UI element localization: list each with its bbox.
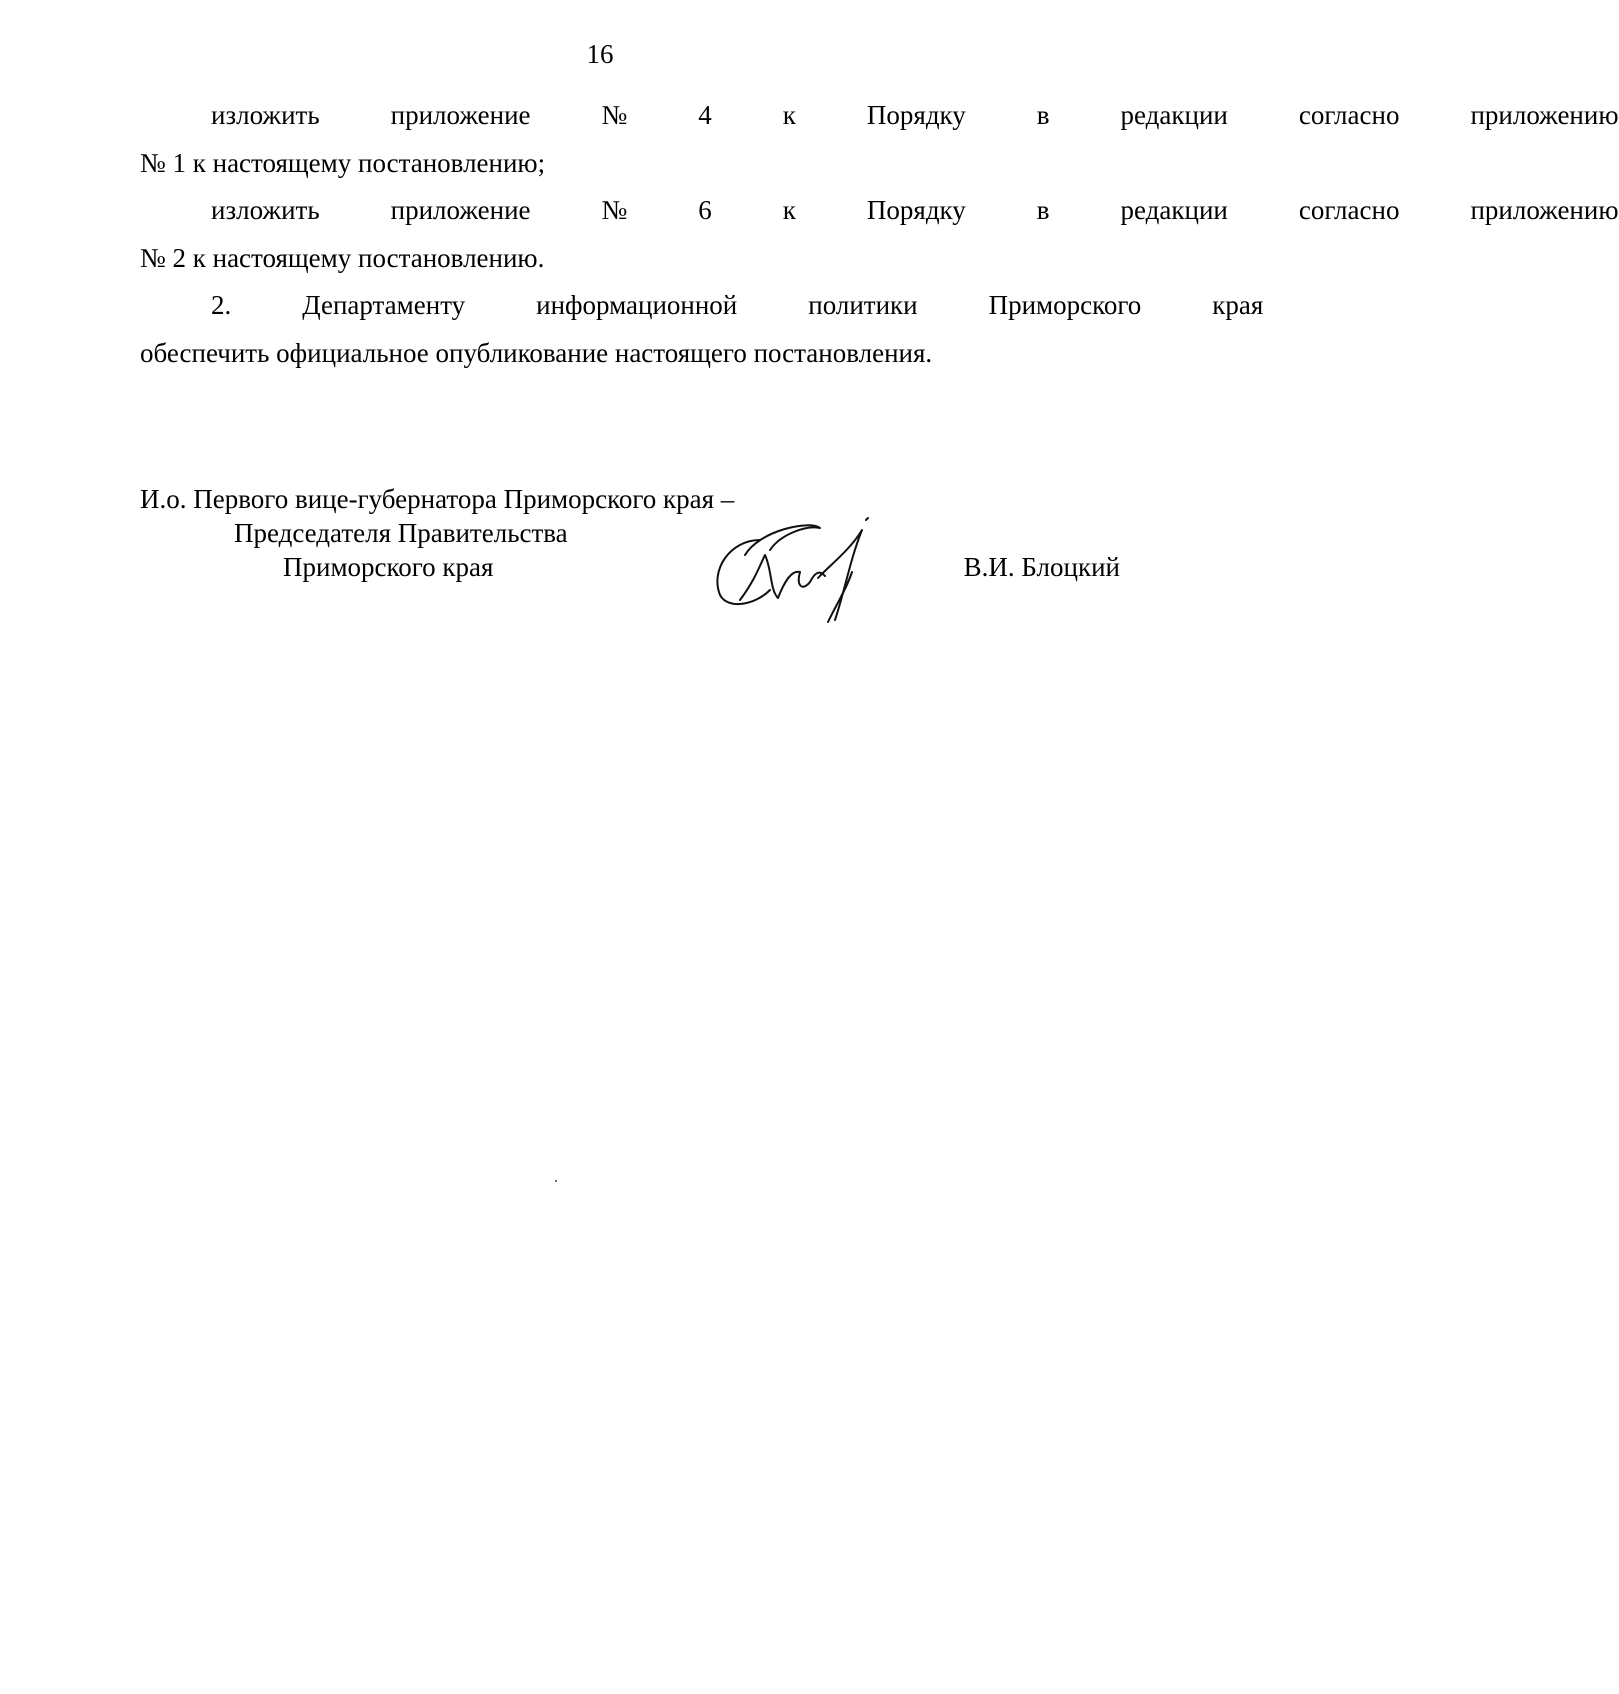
paragraph-3-line-2: обеспечить официальное опубликование настоящего постановления. [140,337,933,368]
word: политики [808,290,918,320]
word: к [782,100,796,130]
paragraph-1-line-1 [140,92,1619,140]
word: к [782,195,796,225]
word: Департаменту [302,290,466,320]
word: согласно [1298,195,1400,225]
word: изложить [211,195,320,225]
word: Порядку [866,195,966,225]
word: Приморского [988,290,1142,320]
word: № [601,195,628,225]
word: края [1212,290,1264,320]
word: 2. [211,290,232,320]
word: № [601,100,628,130]
document-body [140,92,1619,377]
word: приложению [1470,100,1619,130]
signatory-title-line-2: Председателя Правительства [234,518,568,548]
word: редакции [1120,195,1228,225]
page-number: 16 [586,39,614,69]
word: приложение [390,100,531,130]
scan-dot [555,1180,557,1182]
paragraph-1-line-2: № 1 к настоящему постановлению; [140,147,546,178]
word: 4 [698,100,712,130]
word: изложить [211,100,320,130]
word: в [1036,100,1050,130]
signatory-title-line-3: Приморского края [283,552,494,582]
signature-block [140,483,1120,643]
handwritten-signature [700,510,900,630]
word: согласно [1298,100,1400,130]
word: приложению [1470,195,1619,225]
signatory-title-line-1: И.о. Первого вице-губернатора Приморского края – [140,484,735,514]
paragraph-2-line-2: № 2 к настоящему постановлению. [140,242,545,273]
paragraph-2-line-1 [140,187,1619,235]
word: редакции [1120,100,1228,130]
word: 6 [698,195,712,225]
word: приложение [390,195,531,225]
signatory-name: В.И. Блоцкий [963,552,1120,582]
word: Порядку [866,100,966,130]
word: информационной [536,290,738,320]
word: в [1036,195,1050,225]
paragraph-3-line-1 [140,282,1264,330]
